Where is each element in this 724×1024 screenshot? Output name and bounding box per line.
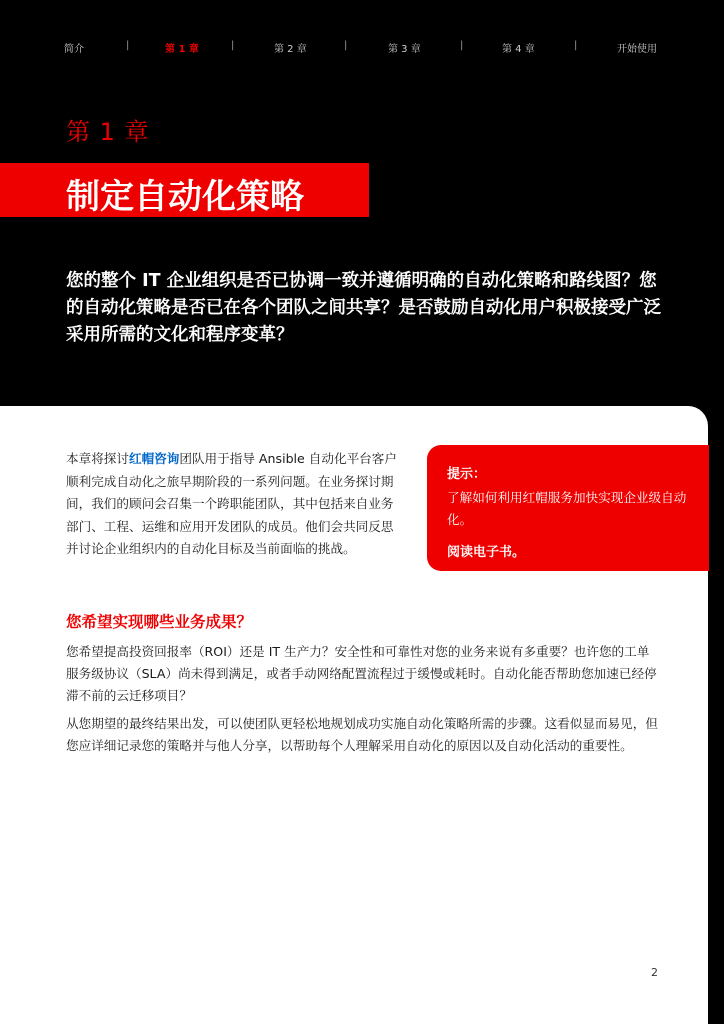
nav-separator: | [344,40,348,51]
body-paragraph [66,448,406,561]
section-paragraph: 您希望提高投资回报率（ROI）还是 IT 生产力？安全性和可靠性对您的业务来说有多重要？也许您的工单服务级协议（SLA）尚未得到满足，或者手动网络配置流程过于缓慢或耗时。自动化能否帮助您加速已经停滞不前的云迁移项目？ [66,644,657,703]
section-heading: 您希望实现哪些业务成果？ [66,613,253,631]
nav-item-chapter-2[interactable]: 第 2 章 [274,44,307,55]
nav-item-get-started[interactable]: 开始使用 [617,44,657,55]
nav-separator: | [231,40,235,51]
top-navigation [64,40,660,56]
tip-callout [427,445,709,571]
page-number: 2 [651,966,658,979]
red-hat-consulting-link[interactable]: 红帽咨询 [128,451,180,466]
read-ebook-link[interactable]: 阅读电子书。 [447,545,526,560]
title-band [0,163,369,217]
body-text-after: 团队用于指导 Ansible 自动化平台客户顺利完成自动化之旅早期阶段的一系列问题。在业务探讨期间，我们的顾问会召集一个跨职能团队，其中包括来自业务部门、工程、运维和应用开发团队的成员。他们会共同反思并讨论企业组织内的自动化目标及当前面临的挑战。 [66,451,397,556]
nav-separator: | [460,40,464,51]
nav-item-intro[interactable]: 简介 [64,44,84,55]
body-text-before: 本章将探讨 [66,451,129,466]
tip-text: 了解如何利用红帽服务加快实现企业级自动化。 [447,490,687,527]
nav-separator: | [126,40,130,51]
chapter-label: 第 1 章 [66,118,150,146]
tip-label: 提示： [447,467,487,482]
nav-item-chapter-1[interactable]: 第 1 章 [165,44,199,55]
nav-item-chapter-4[interactable]: 第 4 章 [502,44,535,55]
section-paragraph: 从您期望的最终结果出发，可以使团队更轻松地规划成功实施自动化策略所需的步骤。这看似显而易见，但您应详细记录您的策略并与他人分享，以帮助每个人理解采用自动化的原因以及自动化活动的重要性。 [66,716,658,753]
nav-item-chapter-3[interactable]: 第 3 章 [388,44,421,55]
intro-paragraph: 您的整个 IT 企业组织是否已协调一致并遵循明确的自动化策略和路线图？您的自动化策略是否已在各个团队之间共享？是否鼓励自动化用户积极接受广泛采用所需的文化和程序变革？ [66,271,661,345]
nav-separator: | [574,40,578,51]
page-title: 制定自动化策略 [66,177,304,217]
